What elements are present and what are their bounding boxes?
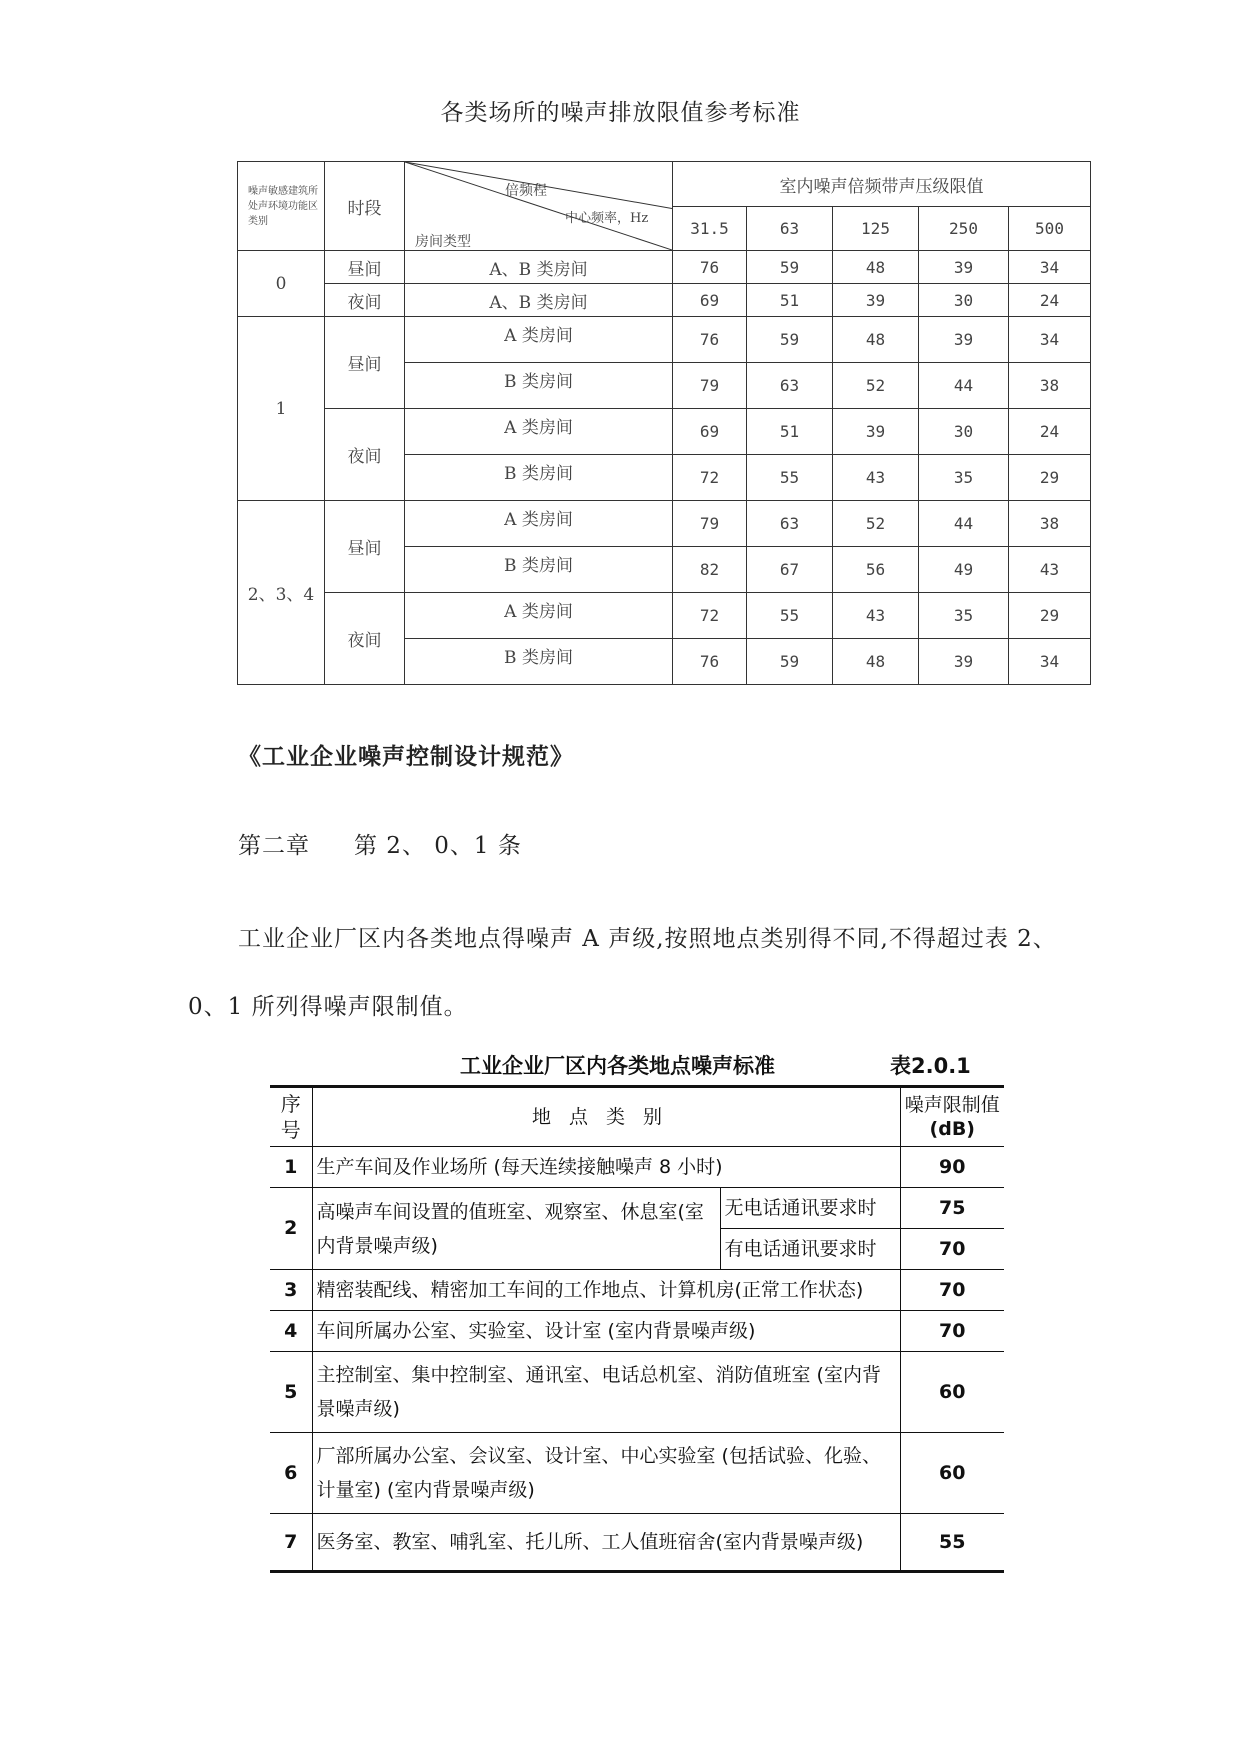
room-cell: A 类房间	[405, 409, 673, 455]
value-cell: 39	[919, 639, 1009, 685]
room-cell: A、B 类房间	[405, 284, 673, 317]
value-cell: 38	[1009, 501, 1091, 547]
limit-cell: 70	[900, 1229, 1004, 1270]
value-cell: 44	[919, 363, 1009, 409]
table2-caption	[460, 1050, 971, 1080]
category-cell: 1	[238, 317, 325, 501]
period-cell: 昼间	[325, 501, 405, 593]
value-cell: 29	[1009, 455, 1091, 501]
value-cell: 59	[747, 639, 833, 685]
period-cell: 昼间	[325, 317, 405, 409]
freq-header: 500	[1009, 207, 1091, 251]
freq-header: 250	[919, 207, 1009, 251]
value-cell: 34	[1009, 317, 1091, 363]
value-cell: 49	[919, 547, 1009, 593]
place-cell: 精密装配线、精密加工车间的工作地点、计算机房(正常工作状态)	[312, 1270, 900, 1311]
value-cell: 52	[833, 363, 919, 409]
value-cell: 69	[673, 409, 747, 455]
place-cell: 主控制室、集中控制室、通讯室、电话总机室、消防值班室 (室内背景噪声级)	[312, 1352, 900, 1433]
limit-cell: 70	[900, 1311, 1004, 1352]
header-room-type: 房间类型	[415, 234, 471, 250]
limit-cell: 90	[900, 1147, 1004, 1188]
value-cell: 76	[673, 639, 747, 685]
room-cell: B 类房间	[405, 547, 673, 593]
limit-cell: 75	[900, 1188, 1004, 1229]
place-cell: 生产车间及作业场所 (每天连续接触噪声 8 小时)	[312, 1147, 900, 1188]
value-cell: 34	[1009, 251, 1091, 284]
plant-noise-standard-table	[270, 1085, 1004, 1573]
table2-number: 表2.0.1	[890, 1054, 971, 1078]
value-cell: 43	[1009, 547, 1091, 593]
room-cell: A 类房间	[405, 317, 673, 363]
value-cell: 24	[1009, 409, 1091, 455]
value-cell: 24	[1009, 284, 1091, 317]
value-cell: 39	[833, 284, 919, 317]
header-limit: 噪声限制值	[904, 1094, 1000, 1116]
header-octave: 倍频程	[505, 183, 547, 199]
value-cell: 43	[833, 455, 919, 501]
value-cell: 76	[673, 251, 747, 284]
chapter-label: 第二章	[238, 833, 310, 859]
value-cell: 34	[1009, 639, 1091, 685]
chapter-line	[238, 827, 522, 860]
room-cell: B 类房间	[405, 363, 673, 409]
header-period: 时段	[325, 162, 405, 251]
limit-cell: 70	[900, 1270, 1004, 1311]
value-cell: 69	[673, 284, 747, 317]
value-cell: 63	[747, 501, 833, 547]
value-cell: 52	[833, 501, 919, 547]
value-cell: 44	[919, 501, 1009, 547]
condition-cell: 无电话通讯要求时	[720, 1188, 900, 1229]
value-cell: 35	[919, 455, 1009, 501]
room-cell: A 类房间	[405, 593, 673, 639]
row-number: 5	[270, 1352, 312, 1433]
value-cell: 67	[747, 547, 833, 593]
room-cell: A 类房间	[405, 501, 673, 547]
clause-label: 第 2、 0、1 条	[354, 833, 522, 859]
header-category: 噪声敏感建筑所处声环境功能区类别	[238, 162, 325, 251]
room-noise-limit-table	[237, 161, 1091, 685]
header-limit-cell	[900, 1087, 1004, 1147]
value-cell: 51	[747, 409, 833, 455]
value-cell: 43	[833, 593, 919, 639]
value-cell: 51	[747, 284, 833, 317]
value-cell: 39	[833, 409, 919, 455]
value-cell: 48	[833, 251, 919, 284]
value-cell: 72	[673, 593, 747, 639]
row-number: 4	[270, 1311, 312, 1352]
value-cell: 48	[833, 639, 919, 685]
value-cell: 82	[673, 547, 747, 593]
row-number: 1	[270, 1147, 312, 1188]
limit-cell: 60	[900, 1433, 1004, 1514]
value-cell: 38	[1009, 363, 1091, 409]
value-cell: 39	[919, 251, 1009, 284]
value-cell: 55	[747, 593, 833, 639]
condition-cell: 有电话通讯要求时	[720, 1229, 900, 1270]
value-cell: 29	[1009, 593, 1091, 639]
room-cell: A、B 类房间	[405, 251, 673, 284]
period-cell: 夜间	[325, 409, 405, 501]
place-cell: 厂部所属办公室、会议室、设计室、中心实验室 (包括试验、化验、计量室) (室内背景噪声级)	[312, 1433, 900, 1514]
value-cell: 30	[919, 284, 1009, 317]
value-cell: 72	[673, 455, 747, 501]
place-cell: 车间所属办公室、实验室、设计室 (室内背景噪声级)	[312, 1311, 900, 1352]
header-limits: 室内噪声倍频带声压级限值	[673, 162, 1091, 207]
value-cell: 79	[673, 501, 747, 547]
value-cell: 39	[919, 317, 1009, 363]
category-cell: 2、3、4	[238, 501, 325, 685]
value-cell: 59	[747, 317, 833, 363]
row-number: 6	[270, 1433, 312, 1514]
place-cell: 医务室、教室、哺乳室、托儿所、工人值班宿舍(室内背景噪声级)	[312, 1514, 900, 1572]
header-center-frequency: 中心频率，Hz	[565, 211, 649, 226]
room-cell: B 类房间	[405, 639, 673, 685]
value-cell: 55	[747, 455, 833, 501]
header-number: 序号	[270, 1087, 312, 1147]
row-number: 2	[270, 1188, 312, 1270]
period-cell: 昼间	[325, 251, 405, 284]
place-cell: 高噪声车间设置的值班室、观察室、休息室(室内背景噪声级)	[312, 1188, 720, 1270]
period-cell: 夜间	[325, 284, 405, 317]
standard-title: 《工业企业噪声控制设计规范》	[238, 743, 574, 770]
header-place-category: 地点类别	[312, 1087, 900, 1147]
header-unit: (dB)	[929, 1118, 975, 1140]
header-diagonal-cell	[405, 162, 673, 251]
value-cell: 48	[833, 317, 919, 363]
category-cell: 0	[238, 251, 325, 317]
value-cell: 56	[833, 547, 919, 593]
value-cell: 59	[747, 251, 833, 284]
row-number: 7	[270, 1514, 312, 1572]
value-cell: 63	[747, 363, 833, 409]
freq-header: 125	[833, 207, 919, 251]
value-cell: 79	[673, 363, 747, 409]
row-number: 3	[270, 1270, 312, 1311]
freq-header: 63	[747, 207, 833, 251]
room-cell: B 类房间	[405, 455, 673, 501]
limit-cell: 55	[900, 1514, 1004, 1572]
freq-header: 31.5	[673, 207, 747, 251]
body-paragraph: 工业企业厂区内各类地点得噪声 A 声级,按照地点类别得不同,不得超过表 2、0、1 所列得噪声限制值。	[188, 926, 1057, 1020]
document-title: 各类场所的噪声排放限值参考标准	[440, 100, 801, 126]
limit-cell: 60	[900, 1352, 1004, 1433]
period-cell: 夜间	[325, 593, 405, 685]
value-cell: 35	[919, 593, 1009, 639]
value-cell: 76	[673, 317, 747, 363]
value-cell: 30	[919, 409, 1009, 455]
table2-title: 工业企业厂区内各类地点噪声标准	[460, 1054, 775, 1078]
